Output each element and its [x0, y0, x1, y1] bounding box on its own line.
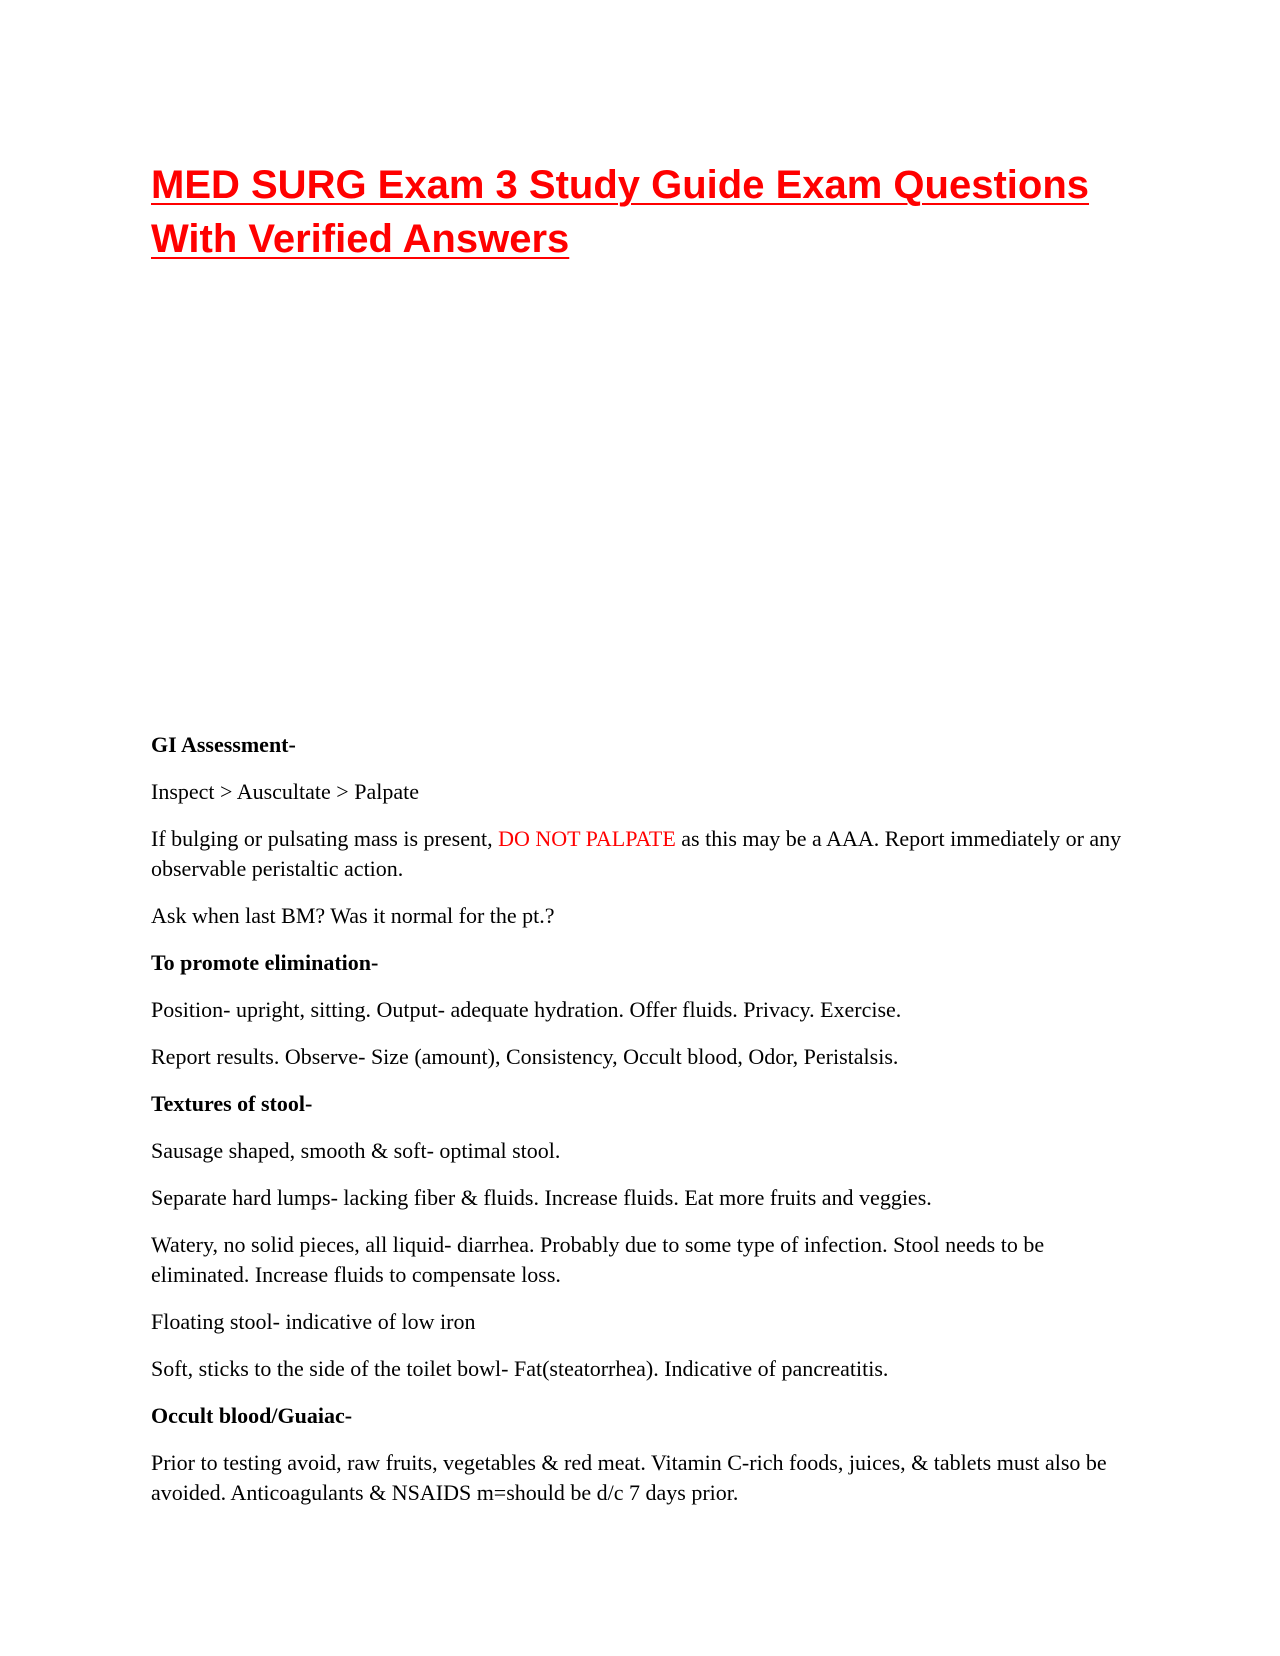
- stool-hard-lumps-text: Separate hard lumps- lacking fiber & fluids. Increase fluids. Eat more fruits and veggies.: [151, 1185, 932, 1210]
- document-title-line-2: With Verified Answers: [151, 217, 570, 261]
- occult-blood-heading: Occult blood/Guaiac-: [151, 1403, 353, 1428]
- stool-watery-text: Watery, no solid pieces, all liquid- diarrhea. Probably due to some type of infection. Stool needs to be eliminated. Increase fluids to compensate loss.: [151, 1232, 1045, 1287]
- document-title-line-1: MED SURG Exam 3 Study Guide Exam Questions: [151, 163, 1090, 207]
- promote-elimination-heading: To promote elimination-: [151, 950, 379, 975]
- document-body: [151, 730, 1141, 1525]
- stool-floating-text: Floating stool- indicative of low iron: [151, 1309, 476, 1334]
- document-title: [151, 158, 1151, 266]
- gi-last-bm-question: Ask when last BM? Was it normal for the pt.?: [151, 903, 555, 928]
- do-not-palpate-warning: DO NOT PALPATE: [498, 826, 676, 851]
- gi-assessment-order: Inspect > Auscultate > Palpate: [151, 779, 419, 804]
- stool-soft-sticky-text: Soft, sticks to the side of the toilet bowl- Fat(steatorrhea). Indicative of pancreatitis.: [151, 1356, 889, 1381]
- elimination-report-text: Report results. Observe- Size (amount), Consistency, Occult blood, Odor, Peristalsis.: [151, 1044, 899, 1069]
- gi-mass-text-after: as this may be a AAA. Report immediately or any observable peristaltic action.: [151, 826, 1122, 881]
- gi-mass-paragraph: [151, 824, 1141, 884]
- stool-textures-heading: Textures of stool-: [151, 1091, 313, 1116]
- stool-optimal-text: Sausage shaped, smooth & soft- optimal stool.: [151, 1138, 561, 1163]
- elimination-position-text: Position- upright, sitting. Output- adequate hydration. Offer fluids. Privacy. Exercise.: [151, 997, 902, 1022]
- gi-assessment-heading: GI Assessment-: [151, 732, 296, 757]
- gi-mass-text-before: If bulging or pulsating mass is present,: [151, 826, 499, 851]
- occult-blood-prior-text: Prior to testing avoid, raw fruits, vegetables & red meat. Vitamin C-rich foods, juices, & tablets must also be avoided. Anticoagulants & NSAIDS m=should be d/c 7 days prior.: [151, 1450, 1107, 1505]
